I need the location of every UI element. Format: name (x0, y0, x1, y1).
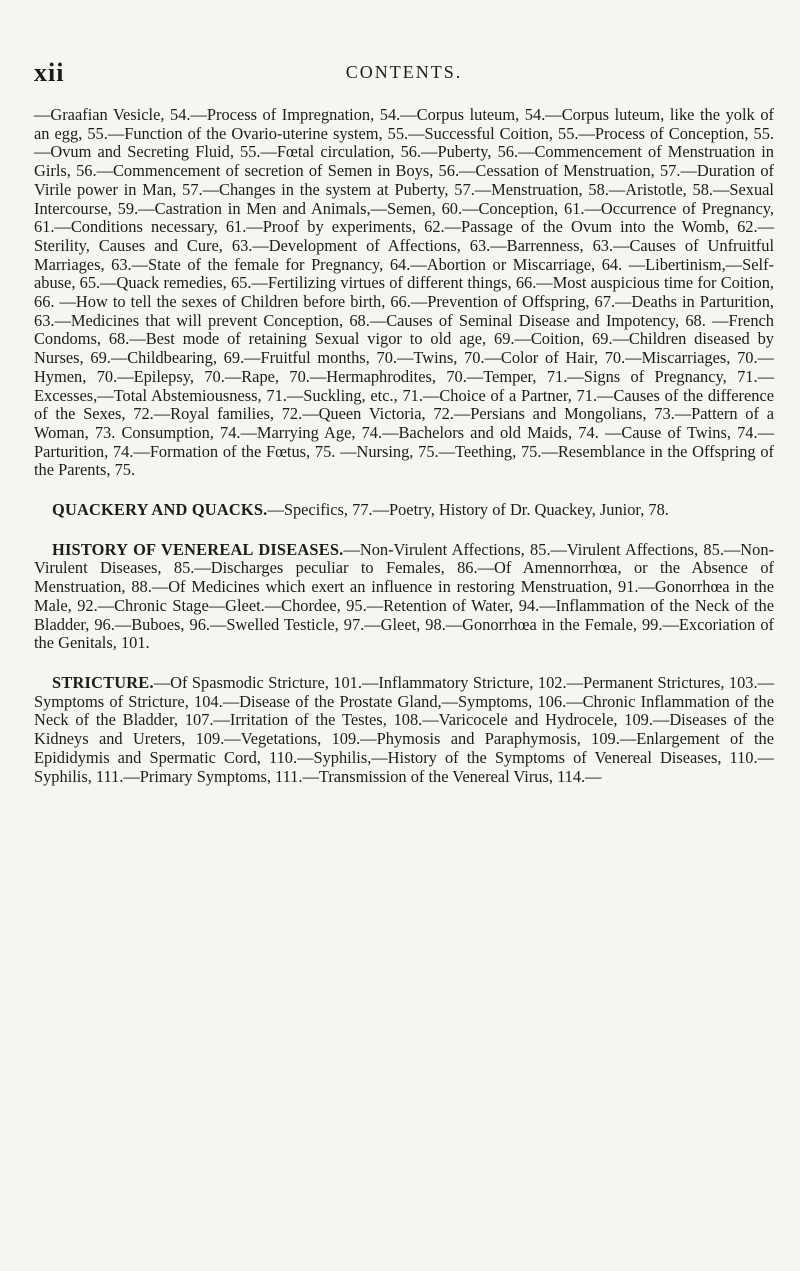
entry-text: —Graafian Vesicle, 54.—Process of Impregnation, 54.—Corpus luteum, 54.—Corpus luteum, like the yolk of an egg, 55.—Function of the Ovario-uterine system, 55.—Successful Coition, 55.—Process of Conception, 55.—Ovum and Secreting Fluid, 55.—Fœtal circulation, 56.—Puberty, 56.—Commencement of Menstruation in Girls, 56.—Commencement of secretion of Semen in Boys, 56.—Cessation of Menstruation, 57.—Duration of Virile power in Man, 57.—Changes in the system at Puberty, 57.—Menstruation, 58.—Aristotle, 58.—Sexual Intercourse, 59.—Castration in Men and Animals,—Semen, 60.—Conception, 61.—Occurrence of Pregnancy, 61.—Conditions necessary, 61.—Proof by experiments, 62.—Passage of the Ovum into the Womb, 62.—Sterility, Causes and Cure, 63.—Development of Affections, 63.—Barrenness, 63.—Causes of Unfruitful Marriages, 63.—State of the female for Pregnancy, 64.—Abortion or Miscarriage, 64. —Libertinism,—Self-abuse, 65.—Quack remedies, 65.—Fertilizing virtues of different things, 66.—Most auspicious time for Coition, 66. —How to tell the sexes of Children before birth, 66.—Prevention of Offspring, 67.—Deaths in Parturition, 63.—Medicines that will prevent Conception, 68.—Causes of Seminal Disease and Impotency, 68. —French Condoms, 68.—Best mode of retaining Sexual vigor to old age, 69.—Coition, 69.—Children diseased by Nurses, 69.—Childbearing, 69.—Fruitful months, 70.—Twins, 70.—Color of Hair, 70.—Miscarriages, 70.—Hymen, 70.—Epilepsy, 70.—Rape, 70.—Hermaphrodites, 70.—Temper, 71.—Signs of Pregnancy, 71.—Excesses,—Total Abstemiousness, 71.—Suckling, etc., 71.—Choice of a Partner, 71.—Causes of the difference of the Sexes, 72.—Royal families, 72.—Queen Victoria, 72.—Persians and Mongolians, 73.—Pattern of a Woman, 73. Consumption, 74.—Marrying Age, 74.—Bachelors and old Maids, 74. —Cause of Twins, 74.—Parturition, 74.—Formation of the Fœtus, 75. —Nursing, 75.—Teething, 75.—Resemblance in the Offspring of the Parents, 75. (34, 105, 774, 480)
entry-text: —Specifics, 77.—Poetry, History of Dr. Quackey, Junior, 78. (267, 500, 669, 520)
entry-heading: STRICTURE. (52, 672, 154, 692)
page-number: xii (34, 58, 65, 87)
book-page (34, 56, 774, 786)
entry-text: —Non-Virulent Affections, 85.—Virulent Affections, 85.—Non-Virulent Diseases, 85.—Discharges peculiar to Females, 86.—Of Amennorrhœa, or the Absence of Menstruation, 88.—Of Medicines which exert an influence in restoring Menstruation, 91.—Gonorrhœa in the Male, 92.—Chronic Stage—Gleet.—Chordee, 95.—Retention of Water, 94.—Inflammation of the Neck of the Bladder, 96.—Buboes, 96.—Swelled Testicle, 97.—Gleet, 98.—Gonorrhœa in the Female, 99.—Excoriation of the Genitals, 101. (34, 539, 774, 653)
contents-entry-quackery (34, 501, 774, 520)
contents-list (34, 106, 774, 807)
page-header (34, 56, 774, 96)
entry-heading: HISTORY OF VENEREAL DISEASES. (52, 539, 344, 559)
running-title: CONTENTS. (345, 62, 463, 82)
contents-entry-stricture (34, 674, 774, 786)
entry-text: —Of Spasmodic Stricture, 101.—Inflammatory Stricture, 102.—Permanent Strictures, 103.—Symptoms of Stricture, 104.—Disease of the Prostate Gland,—Symptoms, 106.—Chronic Inflammation of the Neck of the Bladder, 107.—Irritation of the Testes, 108.—Varicocele and Hydrocele, 109.—Diseases of the Kidneys and Ureters, 109.—Vegetations, 109.—Phymosis and Paraphymosis, 109.—Enlargement of the Epididymis and Spermatic Cord, 110.—Syphilis,—History of the Symptoms of Venereal Diseases, 110.—Syphilis, 111.—Primary Symptoms, 111.—Transmission of the Venereal Virus, 114.— (34, 672, 774, 786)
contents-entry-venereal (34, 541, 774, 653)
entry-heading: QUACKERY AND QUACKS. (52, 500, 268, 520)
contents-entry-continued (34, 106, 774, 480)
